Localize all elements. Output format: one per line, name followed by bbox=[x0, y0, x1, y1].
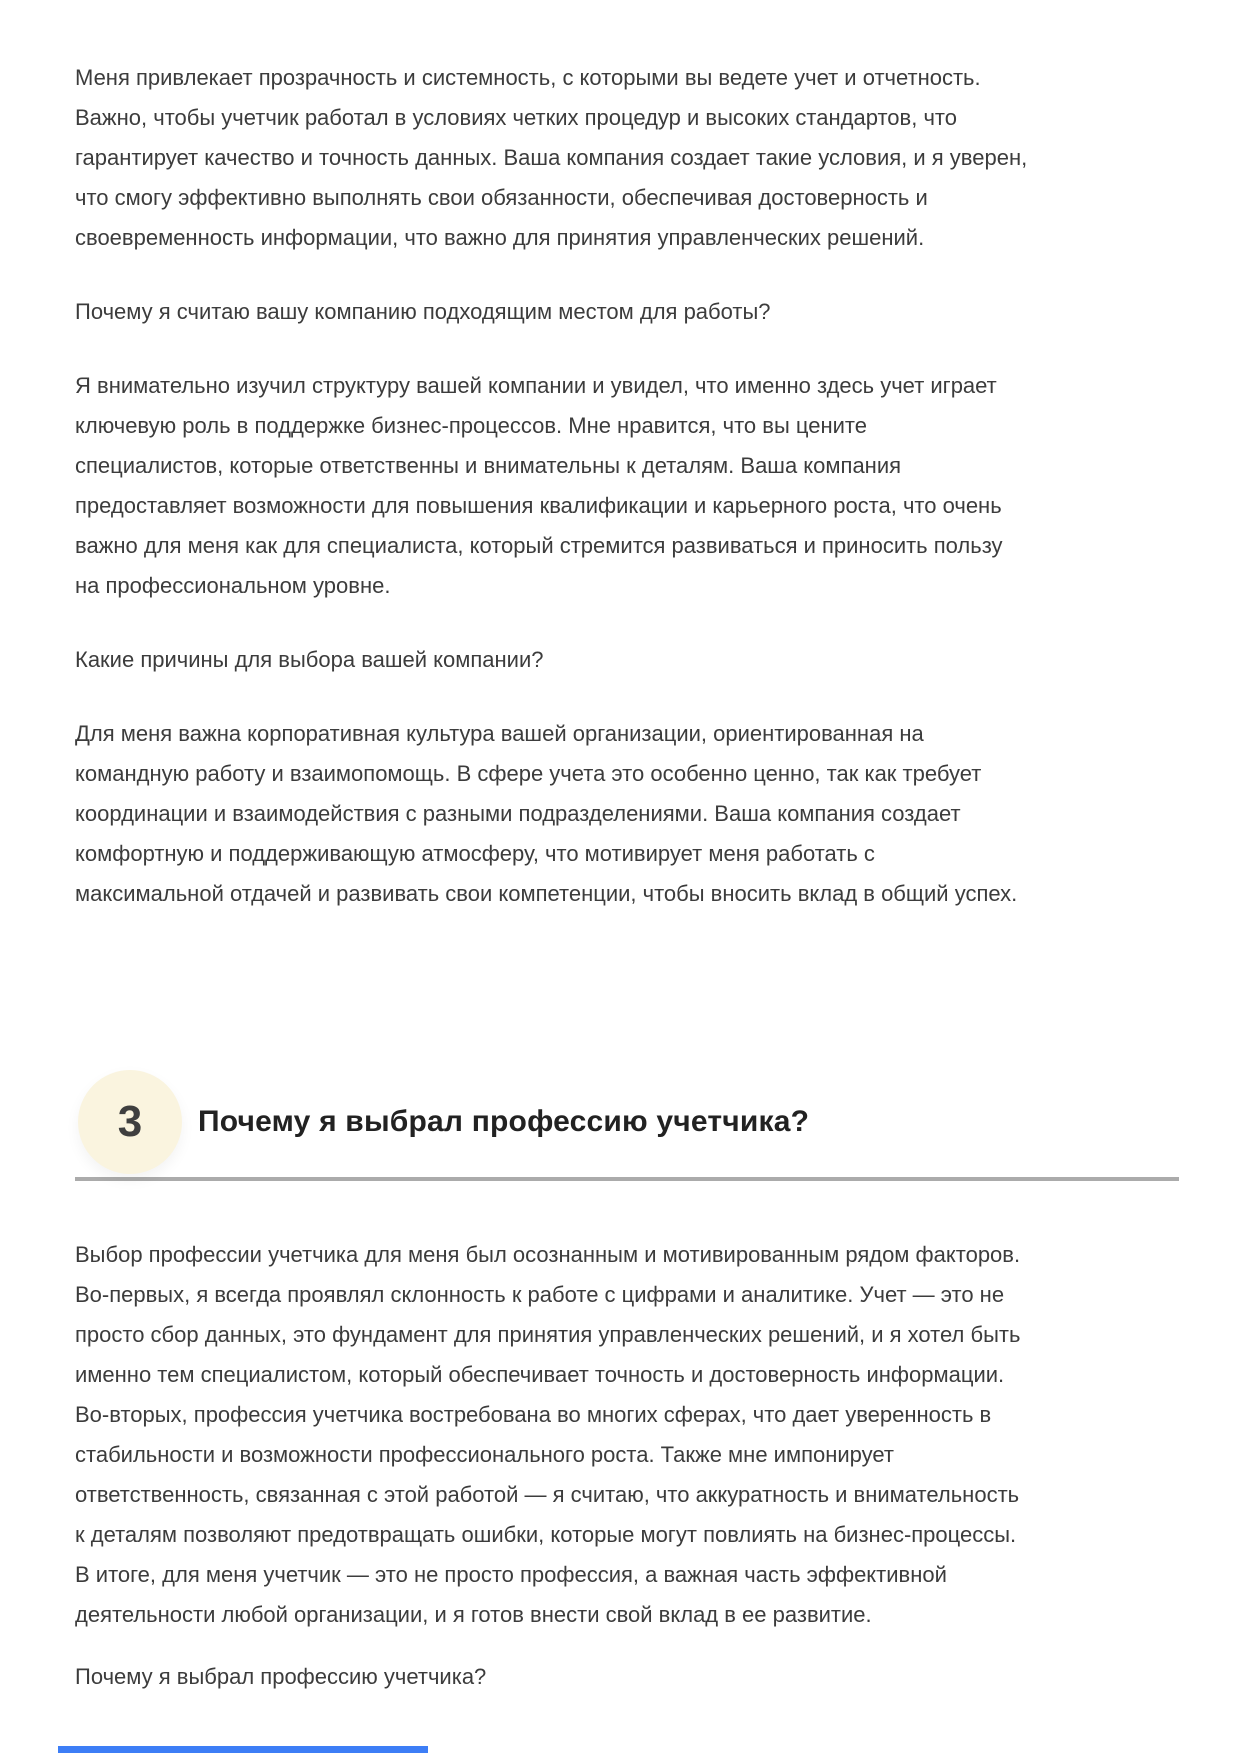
text-line: гарантирует качество и точность данных. Ваша компания создает такие условия, и я уверен, bbox=[75, 145, 1028, 170]
paragraph-profession-choice-reasons bbox=[75, 1235, 1179, 1635]
section-number-badge bbox=[78, 1070, 182, 1174]
text-line: командную работу и взаимопомощь. В сфере учета это особенно ценно, так как требует bbox=[75, 761, 982, 786]
text-line: деятельности любой организации, и я готов внести свой вклад в ее развитие. bbox=[75, 1602, 872, 1627]
text-line: к деталям позволяют предотвращать ошибки, которые могут повлиять на бизнес-процессы. bbox=[75, 1522, 1017, 1547]
section-number: 3 bbox=[117, 1097, 143, 1146]
text-line: комфортную и поддерживающую атмосферу, что мотивирует меня работать с bbox=[75, 841, 875, 866]
question-why-your-company-suitable: Почему я считаю вашу компанию подходящим местом для работы? bbox=[75, 299, 771, 324]
text-line: Во-первых, я всегда проявлял склонность к работе с цифрами и аналитике. Учет — это не bbox=[75, 1282, 1005, 1307]
text-line: предоставляет возможности для повышения квалификации и карьерного роста, что очень bbox=[75, 493, 1002, 518]
text-line: координации и взаимодействия с разными подразделениями. Ваша компания создает bbox=[75, 801, 961, 826]
text-line: ключевую роль в поддержке бизнес-процессов. Мне нравится, что вы цените bbox=[75, 413, 867, 438]
text-line: что смогу эффективно выполнять свои обязанности, обеспечивая достоверность и bbox=[75, 185, 928, 210]
paragraph-attracted-by-transparency bbox=[75, 58, 1179, 258]
text-line: Меня привлекает прозрачность и системность, с которыми вы ведете учет и отчетность. bbox=[75, 65, 981, 90]
text-line: просто сбор данных, это фундамент для принятия управленческих решений, и я хотел быть bbox=[75, 1322, 1021, 1347]
text-line: Во-вторых, профессия учетчика востребована во многих сферах, что дает уверенность в bbox=[75, 1402, 992, 1427]
paragraph-studied-company-structure bbox=[75, 366, 1179, 606]
text-line: стабильности и возможности профессионального роста. Также мне импонирует bbox=[75, 1442, 895, 1467]
bottom-accent-bar bbox=[58, 1746, 428, 1753]
text-line: Важно, чтобы учетчик работал в условиях четких процедур и высоких стандартов, что bbox=[75, 105, 957, 130]
text-line: своевременность информации, что важно для принятия управленческих решений. bbox=[75, 225, 925, 250]
section-divider bbox=[75, 1177, 1179, 1181]
text-line: важно для меня как для специалиста, который стремится развиваться и приносить пользу bbox=[75, 533, 1003, 558]
text-line: ответственность, связанная с этой работой — я считаю, что аккуратность и внимательность bbox=[75, 1482, 1020, 1507]
section-title: Почему я выбрал профессию учетчика? bbox=[198, 1105, 810, 1138]
section-heading bbox=[75, 1070, 1179, 1174]
question-reasons-for-choosing-company: Какие причины для выбора вашей компании? bbox=[75, 647, 544, 672]
text-line: специалистов, которые ответственны и внимательны к деталям. Ваша компания bbox=[75, 453, 902, 478]
text-line: Выбор профессии учетчика для меня был осознанным и мотивированным рядом факторов. bbox=[75, 1242, 1021, 1267]
text-line: максимальной отдачей и развивать свои компетенции, чтобы вносить вклад в общий успех. bbox=[75, 881, 1018, 906]
paragraph-corporate-culture bbox=[75, 714, 1179, 914]
text-line: на профессиональном уровне. bbox=[75, 573, 391, 598]
question-why-chose-profession: Почему я выбрал профессию учетчика? bbox=[75, 1664, 487, 1689]
text-line: Для меня важна корпоративная культура вашей организации, ориентированная на bbox=[75, 721, 924, 746]
text-line: Я внимательно изучил структуру вашей компании и увидел, что именно здесь учет играет bbox=[75, 373, 997, 398]
text-line: именно тем специалистом, который обеспечивает точность и достоверность информации. bbox=[75, 1362, 1005, 1387]
text-line: В итоге, для меня учетчик — это не просто профессия, а важная часть эффективной bbox=[75, 1562, 947, 1587]
